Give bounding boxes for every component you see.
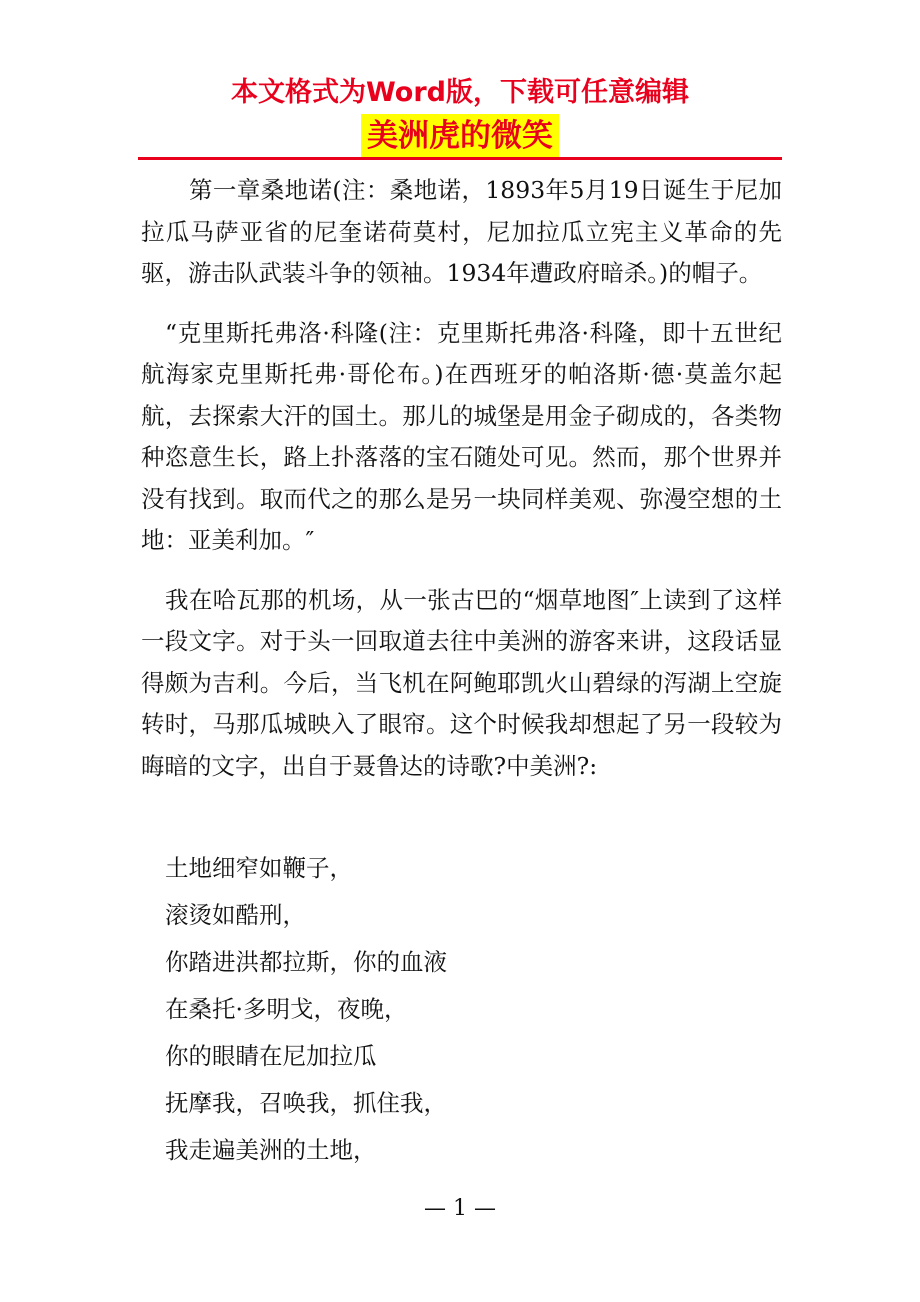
- document-title: 美洲虎的微笑: [361, 114, 559, 158]
- paragraph-narrative: 我在哈瓦那的机场，从一张古巴的“烟草地图″上读到了这样一段文字。对于头一回取道去往中美洲的游客来讲，这段话显得颇为吉利。今后，当飞机在阿鲍耶凯火山碧绿的泻湖上空旋转时，马那瓜城映入了眼帘。这个时候我却想起了另一段较为晦暗的文字，出自于聂鲁达的诗歌?中美洲?:: [141, 585, 782, 780]
- document-body: [141, 170, 782, 805]
- poem-line: 我走遍美洲的土地，: [165, 1136, 377, 1164]
- title-container: [0, 114, 920, 158]
- poem-line: 你的眼睛在尼加拉瓜: [165, 1042, 377, 1070]
- poem-block: [165, 845, 765, 1174]
- title-divider: [138, 157, 782, 160]
- poem-line: 土地细窄如鞭子，: [165, 854, 353, 882]
- poem-line: 滚烫如酷刑，: [165, 901, 306, 929]
- paragraph-quote: “克里斯托弗洛·科隆(注：克里斯托弗洛·科隆，即十五世纪航海家克里斯托弗·哥伦布。)在西班牙的帕洛斯·德·莫盖尔起航，去探索大汗的国土。那儿的城堡是用金子砌成的，各类物种恣意生长，路上扑落落的宝石随处可见。然而，那个世界并没有找到。取而代之的那么是另一块同样美观、弥漫空想的土地：亚美利加。″: [141, 318, 782, 554]
- paragraph-chapter-heading: 第一章桑地诺(注：桑地诺，1893年5月19日诞生于尼加拉瓜马萨亚省的尼奎诺荷莫村，尼加拉瓜立宪主义革命的先驱，游击队武装斗争的领袖。1934年遭政府暗杀。)的帽子。: [141, 176, 782, 287]
- poem-line: 抚摩我，召唤我，抓住我，: [165, 1089, 447, 1117]
- page-number: — 1 —: [424, 1196, 496, 1221]
- format-banner: 本文格式为Word版，下载可任意编辑: [230, 77, 689, 108]
- poem-line: 你踏进洪都拉斯，你的血液: [165, 948, 447, 976]
- poem-line: 在桑托·多明戈，夜晚，: [165, 995, 408, 1023]
